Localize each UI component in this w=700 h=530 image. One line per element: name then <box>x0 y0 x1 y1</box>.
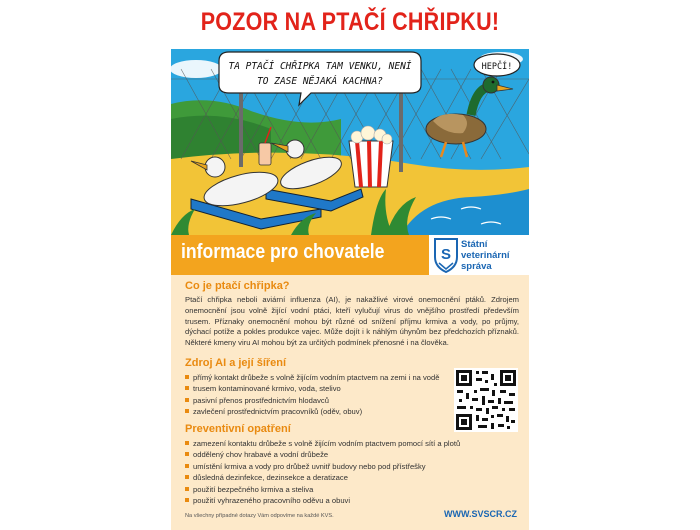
cartoon-illustration <box>171 49 529 235</box>
list-item: použití bezpečného krmiva a steliva <box>185 484 460 495</box>
section-heading-source: Zdroj AI a její šíření <box>185 357 287 369</box>
bubble-line-1: TA PTAČÍ CHŘIPKA TAM VENKU, NENÍ <box>228 61 412 72</box>
prevention-list <box>185 438 460 506</box>
qr-code <box>454 368 518 432</box>
list-item: trusem kontaminované krmivo, voda, stelivo <box>185 383 439 394</box>
section-text-what-is: Ptačí chřipka neboli aviární influenza (AI), je nakažlivé virové onemocnění ptáků. Zdrojem onemocnění jsou volně žijící vodní ptáci, kteří vylučují virus do vnějšího prostředí především trusem. Příznaky onemocnění mohou být různé od snížení příjmu krmiva a vody, po průjmy, dýchací potíže a pokles produkce vajec. Může dojít i k náhlým úhynům bez předchozích příznaků. Některé kmeny viru AI mohou být za určitých podmínek přenosné i na člověka. <box>185 295 519 348</box>
bubble-sneeze-text: HEPČÍ! <box>481 62 513 72</box>
poster-title: POZOR NA PTAČÍ CHŘIPKU! <box>200 8 500 36</box>
content-area <box>171 275 529 530</box>
banner-row <box>171 235 529 275</box>
logo-line-2: veterinární <box>461 250 510 261</box>
info-banner <box>171 235 429 275</box>
list-item: oddělený chov hrabavé a vodní drůbeže <box>185 449 460 460</box>
logo-line-1: Státní <box>461 239 488 250</box>
source-list <box>185 372 439 418</box>
banner-text: informace pro chovatele <box>181 241 385 263</box>
website-url: WWW.SVSCR.CZ <box>444 509 517 519</box>
bubble-line-2: TO ZASE NĚJAKÁ KACHNA? <box>257 76 383 87</box>
list-item: zavlečení prostřednictvím pracovníků (oděv, obuv) <box>185 406 439 417</box>
list-item: umístění krmiva a vody pro drůbež uvnitř budovy nebo pod přístřešky <box>185 461 460 472</box>
section-heading-what-is: Co je ptačí chřipka? <box>185 280 290 292</box>
list-item: zamezení kontaktu drůbeže s volně žijícím vodním ptactvem pomocí sítí a plotů <box>185 438 460 449</box>
list-item: použití vyhrazeného pracovního oděvu a obuvi <box>185 495 460 506</box>
svs-logo-icon <box>433 237 459 273</box>
list-item: důsledná dezinfekce, dezinsekce a deratizace <box>185 472 460 483</box>
svg-text:S: S <box>440 246 452 263</box>
svs-logo <box>433 237 529 273</box>
qr-code-image <box>454 368 518 432</box>
logo-line-3: správa <box>461 261 492 272</box>
poster <box>168 0 532 530</box>
popcorn-bucket <box>349 126 393 187</box>
section-heading-prevention: Preventivní opatření <box>185 423 291 435</box>
footnote: Na všechny případné dotazy Vám odpovíme na každé KVS. <box>185 513 334 519</box>
list-item: pasivní přenos prostřednictvím hlodavců <box>185 395 439 406</box>
logo-text <box>461 239 510 272</box>
cartoon-scene <box>171 49 529 235</box>
list-item: přímý kontakt drůbeže s volně žijícím vodním ptactvem na zemi i na vodě <box>185 372 439 383</box>
